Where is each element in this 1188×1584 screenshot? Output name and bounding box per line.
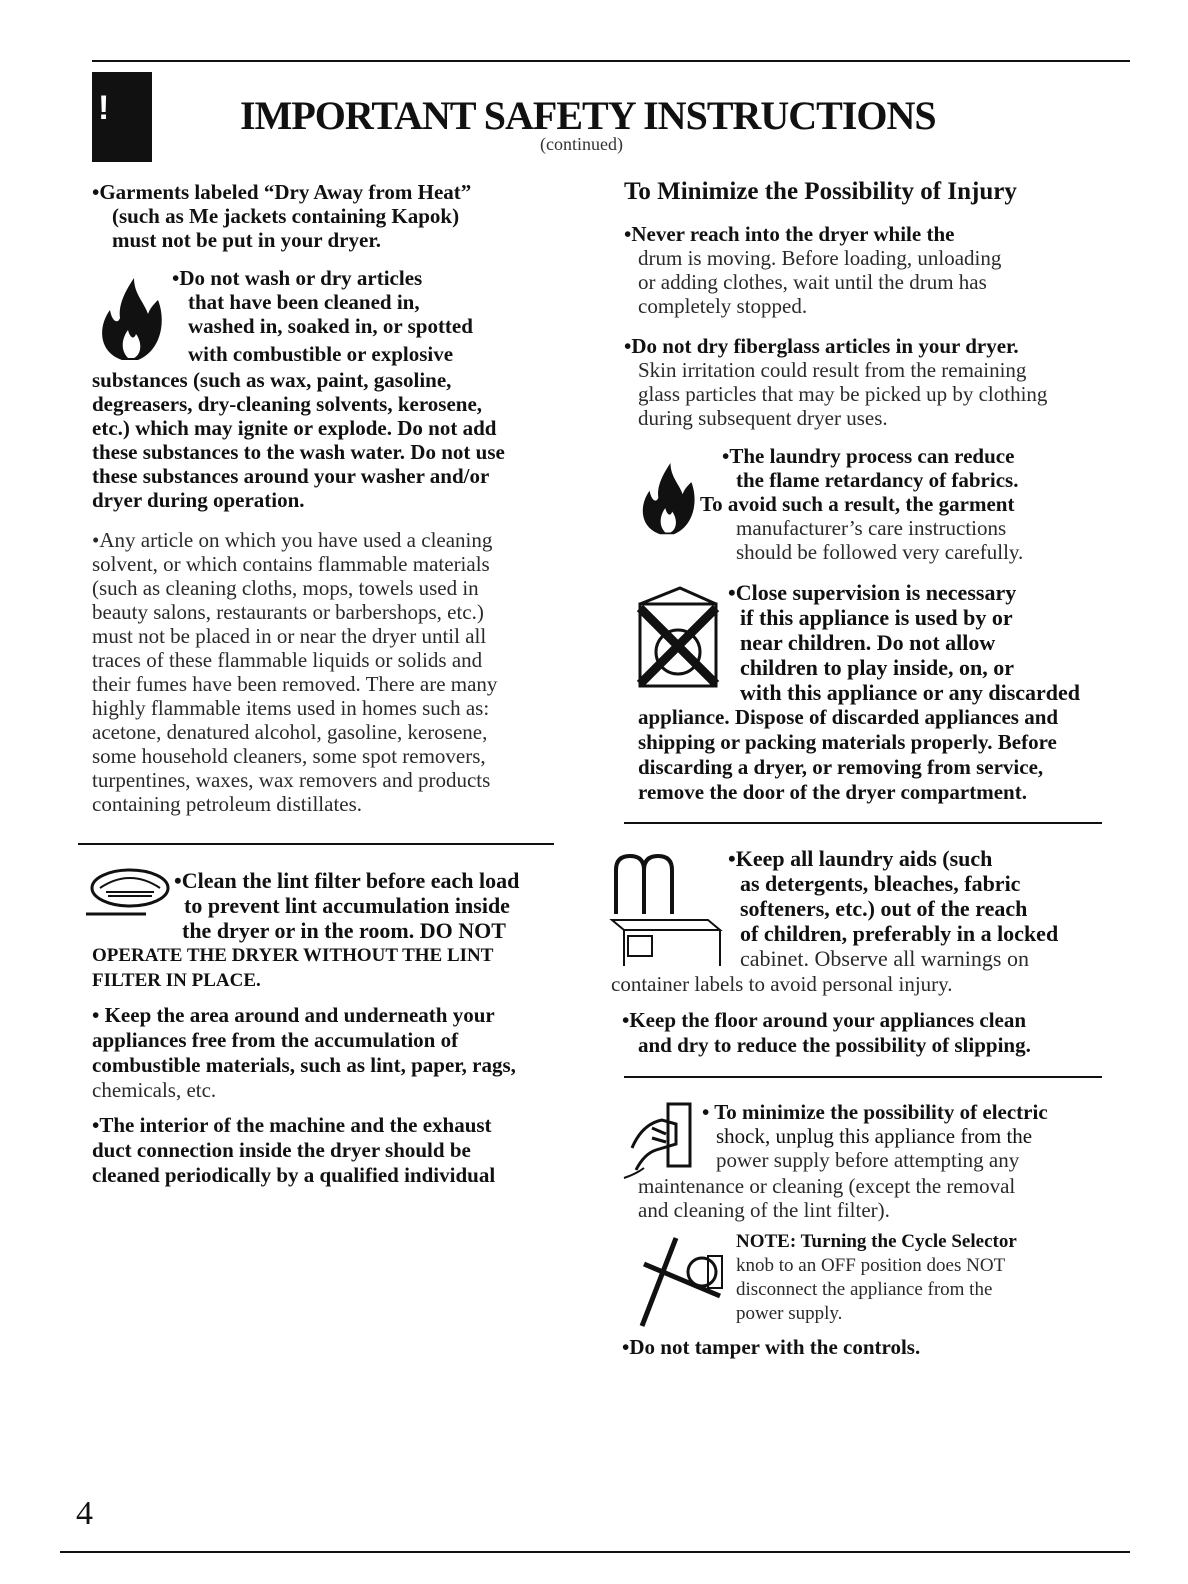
cycle-selector-knob-icon <box>636 1234 732 1330</box>
flame-warning: •The laundry process can reduce the flame retardancy of fabrics. To avoid such a result, the garment manufacturer’s care instructions should be followed very carefully. <box>700 444 1024 564</box>
fiberglass-warning: •Do not dry fiberglass articles in your dryer. Skin irritation could result from the remaining glass particles that may be picked up by clothing during subsequent dryer uses. <box>624 334 1048 430</box>
page-subtitle: (continued) <box>540 134 623 154</box>
laundry-aids-warning-top: •Keep all laundry aids (such as detergents, bleaches, fabric softeners, etc.) out of the reach of children, preferably in a locked cabinet. Observe all warnings on <box>728 846 1059 971</box>
section-divider <box>624 822 1102 824</box>
supervision-warning-rest: appliance. Dispose of discarded appliances and shipping or packing materials properly. Before discarding a dryer, or removing from service, remove the door of the dryer compartment. <box>638 705 1059 804</box>
fire-icon <box>92 268 168 364</box>
shock-warning-top: • To minimize the possibility of electric shock, unplug this appliance from the power supply before attempting any <box>702 1100 1048 1172</box>
warning-badge <box>92 72 152 162</box>
controls-warning: •Do not tamper with the controls. <box>622 1335 921 1359</box>
laundry-aids-warning-rest: container labels to avoid personal injury. <box>611 972 953 996</box>
garments-warning: •Garments labeled “Dry Away from Heat” (such as Me jackets containing Kapok) must not be put in your dryer. <box>92 180 472 252</box>
top-rule <box>92 60 1130 62</box>
child-appliance-icon <box>634 584 722 692</box>
shock-warning-rest: maintenance or cleaning (except the removal and cleaning of the lint filter). <box>638 1174 1016 1222</box>
interior-warning: •The interior of the machine and the exhaust duct connection inside the dryer should be cleaned periodically by a qualified individual <box>92 1113 496 1187</box>
unplug-icon <box>622 1094 706 1180</box>
exclamation-icon: ! <box>98 89 110 127</box>
fire-icon <box>634 448 700 544</box>
lint-warning: •Clean the lint filter before each load to prevent lint accumulation inside the dryer or in the room. DO NOT OPERATE THE DRYER WITHOUT THE LINT FILTER IN PLACE. <box>92 868 520 991</box>
floor-warning: •Keep the floor around your appliances clean and dry to reduce the possibility of slipping. <box>622 1008 1031 1057</box>
solvent-warning: •Any article on which you have used a cleaning solvent, or which contains flammable materials (such as cleaning cloths, mops, towels used in beauty salons, restaurants or barbershops, etc.) must not be placed in or near the dryer until all traces of these flammable liquids or solids and their fumes have been removed. There are many highly flammable items used in homes such as: acetone, denatured alcohol, gasoline, kerosene, some household cleaners, some spot removers, turpentines, waxes, wax removers and products containing petroleum distillates. <box>92 528 498 816</box>
area-warning: • Keep the area around and underneath your appliances free from the accumulation of combustible materials, such as lint, paper, rags, chemicals, etc. <box>92 1003 516 1102</box>
laundry-aids-cabinet-icon <box>608 850 724 968</box>
cycle-selector-note: NOTE: Turning the Cycle Selector knob to an OFF position does NOT disconnect the appliance from the power supply. <box>736 1231 1017 1324</box>
wash-warning-rest: substances (such as wax, paint, gasoline, degreasers, dry-cleaning solvents, kerosene, etc.) which may ignite or explode. Do not add these substances to the wash water. Do not use these substances around your washer and/or dryer during operation. <box>92 368 505 512</box>
supervision-warning-top: •Close supervision is necessary if this appliance is used by or near children. Do not allow children to play inside, on, or with this appliance or any discarded <box>728 580 1081 705</box>
section-heading: To Minimize the Possibility of Injury <box>624 178 1017 205</box>
wash-warning-top: •Do not wash or dry articles that have been cleaned in, washed in, soaked in, or spotted with combustible or explosive <box>172 266 473 366</box>
page-title: IMPORTANT SAFETY INSTRUCTIONS <box>240 93 936 138</box>
section-divider <box>624 1076 1102 1078</box>
never-reach-warning: •Never reach into the dryer while the drum is moving. Before loading, unloading or adding clothes, wait until the drum has completely stopped. <box>624 222 1002 318</box>
page-number: 4 <box>76 1495 93 1532</box>
bottom-rule <box>60 1551 1130 1553</box>
section-divider <box>78 843 554 845</box>
